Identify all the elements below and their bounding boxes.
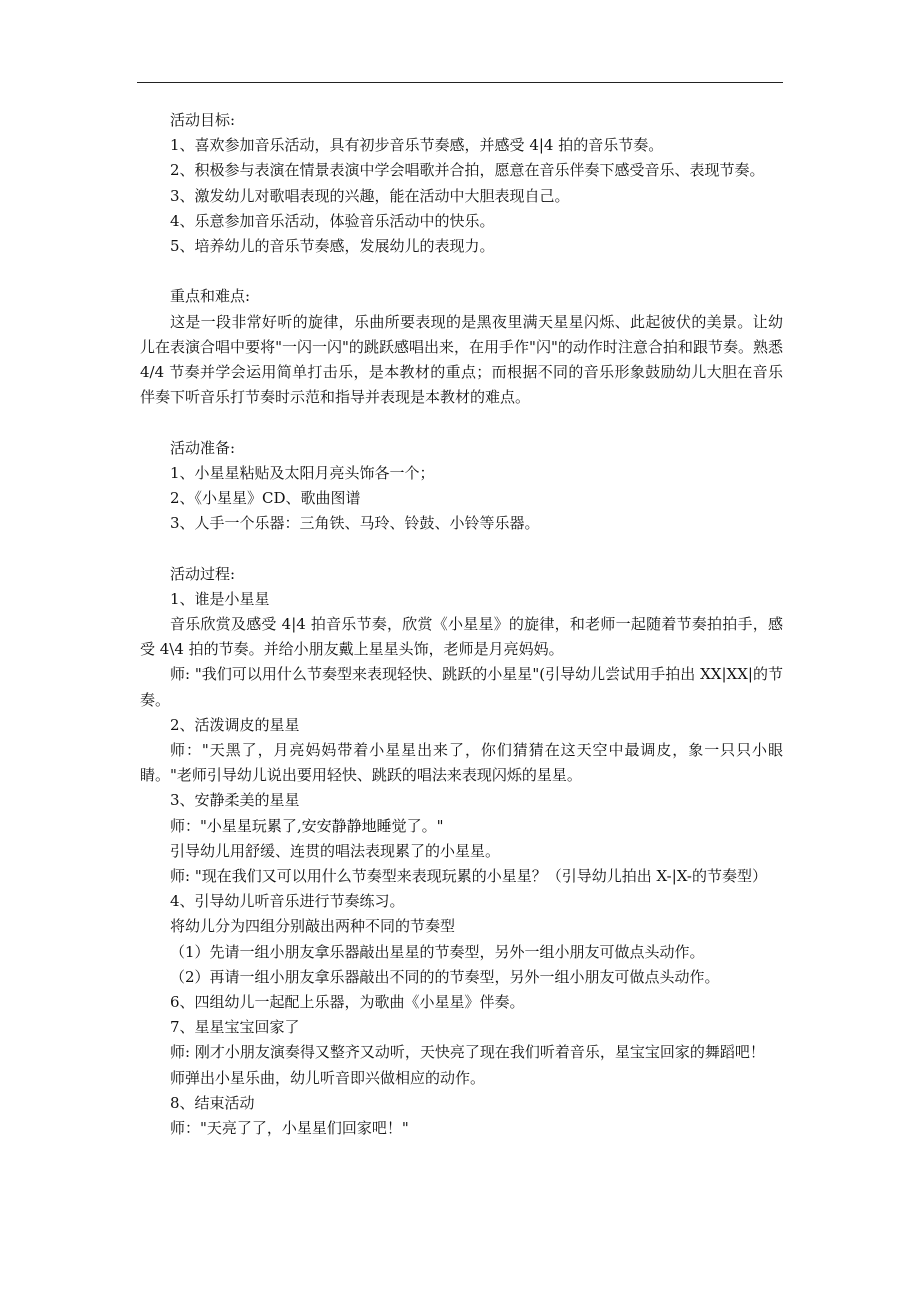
section-gap xyxy=(140,536,783,561)
process-item: 师弹出小星乐曲，幼儿听音即兴做相应的动作。 xyxy=(170,1068,486,1087)
process-item: 3、安静柔美的星星 xyxy=(170,791,300,810)
preparation-item: 2、《小星星》CD、歌曲图谱 xyxy=(170,489,361,508)
process-item: 师: "我们可以用什么节奏型来表现轻快、跳跃的小星星"(引导幼儿尝试用手拍出 XX|XX|的节奏。 xyxy=(140,665,783,709)
process-item: 音乐欣赏及感受 4|4 拍音乐节奏，欣赏《小星星》的旋律，和老师一起随着节奏拍拍手，感受 4\4 拍的节奏。并给小朋友戴上星星头饰，老师是月亮妈妈。 xyxy=(140,615,783,659)
section-heading-process: 活动过程: xyxy=(170,564,236,583)
goal-item: 4、乐意参加音乐活动，体验音乐活动中的快乐。 xyxy=(170,211,495,230)
section-gap xyxy=(140,259,783,284)
process-item: 师: 刚才小朋友演奏得又整齐又动听，天快亮了现在我们听着音乐，星宝宝回家的舞蹈吧！ xyxy=(170,1043,765,1062)
goal-item: 1、喜欢参加音乐活动，具有初步音乐节奏感，并感受 4|4 拍的音乐节奏。 xyxy=(170,136,664,155)
key-points-paragraph: 这是一段非常好听的旋律，乐曲所要表现的是黑夜里满天星星闪烁、此起彼伏的美景。让幼儿在表演合唱中要将"一闪一闪"的跳跃感唱出来，在用手作"闪"的动作时注意合拍和跟节奏。熟悉 4/4 节奏并学会运用简单打击乐，是本教材的重点；而根据不同的音乐形象鼓励幼儿大胆在音乐伴奏下听音乐打节奏时示范和指导并表现是本教材的难点。 xyxy=(140,312,783,407)
process-item: 2、活泼调皮的星星 xyxy=(170,715,300,734)
process-item: 7、星星宝宝回家了 xyxy=(170,1018,300,1037)
section-heading-preparation: 活动准备: xyxy=(170,438,236,457)
preparation-item: 3、人手一个乐器：三角铁、马玲、铃鼓、小铃等乐器。 xyxy=(170,514,540,533)
preparation-item: 1、小星星粘贴及太阳月亮头饰各一个； xyxy=(170,463,435,482)
process-item: 引导幼儿用舒缓、连贯的唱法表现累了的小星星。 xyxy=(170,841,501,860)
section-heading-key-points: 重点和难点: xyxy=(170,287,251,306)
process-item: 6、四组幼儿一起配上乐器，为歌曲《小星星》伴奏。 xyxy=(170,993,525,1012)
process-item: 师："小星星玩累了,安安静静地睡觉了。" xyxy=(170,816,444,835)
process-item: 1、谁是小星星 xyxy=(170,589,270,608)
goal-item: 2、积极参与表演在情景表演中学会唱歌并合拍，愿意在音乐伴奏下感受音乐、表现节奏。 xyxy=(170,161,765,180)
process-item: 4、引导幼儿听音乐进行节奏练习。 xyxy=(170,892,405,911)
process-item: （1）先请一组小朋友拿乐器敲出星星的节奏型，另外一组小朋友可做点头动作。 xyxy=(170,942,705,961)
process-item: 师："天黑了，月亮妈妈带着小星星出来了，你们猜猜在这天空中最调皮，象一只只小眼睛。"老师引导幼儿说出要用轻快、跳跃的唱法来表现闪烁的星星。 xyxy=(140,741,783,785)
goal-item: 3、激发幼儿对歌唱表现的兴趣，能在活动中大胆表现自己。 xyxy=(170,186,570,205)
goal-item: 5、培养幼儿的音乐节奏感，发展幼儿的表现力。 xyxy=(170,237,495,256)
process-item: 将幼儿分为四组分别敲出两种不同的节奏型 xyxy=(170,917,456,936)
section-heading-goals: 活动目标: xyxy=(170,111,236,129)
document-body xyxy=(140,108,783,1141)
section-gap xyxy=(140,410,783,435)
process-item: （2）再请一组小朋友拿乐器敲出不同的的节奏型，另外一组小朋友可做点头动作。 xyxy=(170,967,720,986)
process-item: 师："天亮了了，小星星们回家吧！" xyxy=(170,1119,409,1138)
process-item: 师: "现在我们又可以用什么节奏型来表现玩累的小星星？（引导幼儿拍出 X-|X-的节奏型） xyxy=(170,867,767,886)
header-rule xyxy=(137,82,783,83)
process-item: 8、结束活动 xyxy=(170,1093,255,1112)
